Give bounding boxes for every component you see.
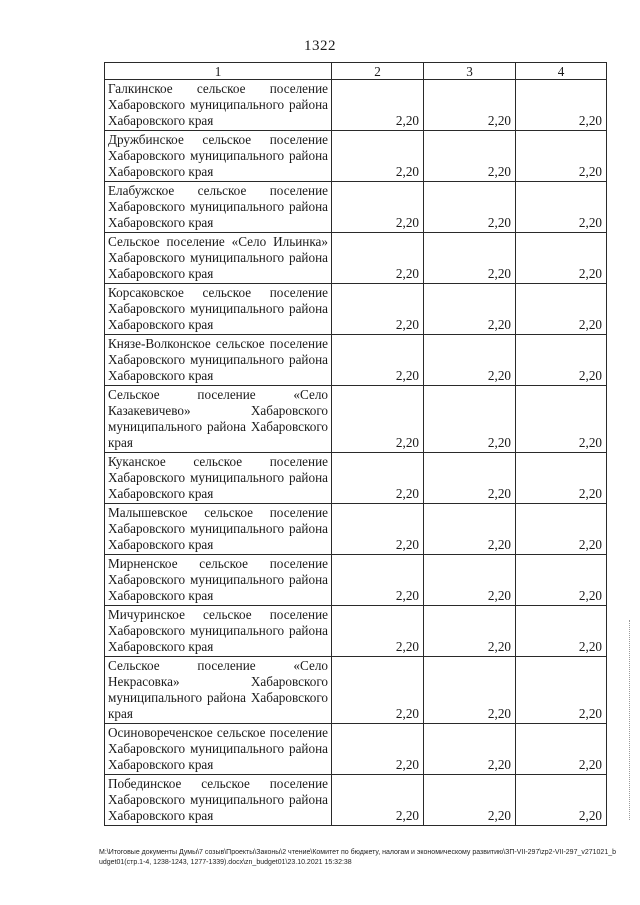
table-row xyxy=(105,775,607,826)
value-col-4: 2,20 xyxy=(516,284,607,335)
value-col-3: 2,20 xyxy=(424,504,516,555)
value-col-3: 2,20 xyxy=(424,724,516,775)
value-col-2: 2,20 xyxy=(332,775,424,826)
value-col-4: 2,20 xyxy=(516,80,607,131)
table-header-row xyxy=(105,63,607,80)
value-col-3: 2,20 xyxy=(424,555,516,606)
value-col-2: 2,20 xyxy=(332,233,424,284)
table-row xyxy=(105,657,607,724)
value-col-3: 2,20 xyxy=(424,233,516,284)
value-col-4: 2,20 xyxy=(516,724,607,775)
column-header-2: 2 xyxy=(332,63,424,80)
table-row xyxy=(105,453,607,504)
value-col-2: 2,20 xyxy=(332,284,424,335)
value-col-2: 2,20 xyxy=(332,555,424,606)
value-col-2: 2,20 xyxy=(332,131,424,182)
table-row xyxy=(105,284,607,335)
settlement-name: Сельское поселение «Село Ильинка» Хабаровского муниципального района Хабаровского края xyxy=(105,233,332,284)
budget-table xyxy=(104,62,607,826)
value-col-2: 2,20 xyxy=(332,335,424,386)
table-row xyxy=(105,386,607,453)
settlement-name: Сельское поселение «Село Казакевичево» Хабаровского муниципального района Хабаровского края xyxy=(105,386,332,453)
value-col-2: 2,20 xyxy=(332,504,424,555)
settlement-name: Сельское поселение «Село Некрасовка» Хабаровского муниципального района Хабаровского края xyxy=(105,657,332,724)
settlement-name: Побединское сельское поселение Хабаровского муниципального района Хабаровского края xyxy=(105,775,332,826)
value-col-2: 2,20 xyxy=(332,80,424,131)
settlement-name: Елабужское сельское поселение Хабаровского муниципального района Хабаровского края xyxy=(105,182,332,233)
value-col-3: 2,20 xyxy=(424,386,516,453)
value-col-4: 2,20 xyxy=(516,504,607,555)
value-col-3: 2,20 xyxy=(424,775,516,826)
value-col-4: 2,20 xyxy=(516,233,607,284)
value-col-3: 2,20 xyxy=(424,657,516,724)
value-col-4: 2,20 xyxy=(516,453,607,504)
settlement-name: Осиновореченское сельское поселение Хабаровского муниципального района Хабаровского края xyxy=(105,724,332,775)
settlement-name: Малышевское сельское поселение Хабаровского муниципального района Хабаровского края xyxy=(105,504,332,555)
table-row xyxy=(105,131,607,182)
column-header-1: 1 xyxy=(105,63,332,80)
settlement-name: Куканское сельское поселение Хабаровского муниципального района Хабаровского края xyxy=(105,453,332,504)
value-col-3: 2,20 xyxy=(424,606,516,657)
table-row xyxy=(105,335,607,386)
table-row xyxy=(105,80,607,131)
settlement-name: Князе-Волконское сельское поселение Хабаровского муниципального района Хабаровского края xyxy=(105,335,332,386)
settlement-name: Мирненское сельское поселение Хабаровского муниципального района Хабаровского края xyxy=(105,555,332,606)
value-col-3: 2,20 xyxy=(424,182,516,233)
value-col-3: 2,20 xyxy=(424,131,516,182)
table-row xyxy=(105,233,607,284)
page-number: 1322 xyxy=(304,38,336,54)
settlement-name: Дружбинское сельское поселение Хабаровского муниципального района Хабаровского края xyxy=(105,131,332,182)
document-path-footer: M:\Итоговые документы Думы\7 созыв\Проекты\Законы\2 чтение\Комитет по бюджету, налогам и экономическому развитию\ЗП-VII-297\zp2-VII-297_v271021_budget01(стр.1-4, 1238-1243, 1277-1339).docx\zn_budget01\23.10.2021 15:32:38 xyxy=(99,849,617,866)
value-col-4: 2,20 xyxy=(516,657,607,724)
table-body xyxy=(105,80,607,826)
table-row xyxy=(105,504,607,555)
settlement-name: Галкинское сельское поселение Хабаровского муниципального района Хабаровского края xyxy=(105,80,332,131)
value-col-4: 2,20 xyxy=(516,386,607,453)
column-header-3: 3 xyxy=(424,63,516,80)
value-col-3: 2,20 xyxy=(424,80,516,131)
margin-mark xyxy=(629,620,636,820)
value-col-4: 2,20 xyxy=(516,131,607,182)
table-row xyxy=(105,555,607,606)
settlement-name: Мичуринское сельское поселение Хабаровского муниципального района Хабаровского края xyxy=(105,606,332,657)
value-col-4: 2,20 xyxy=(516,775,607,826)
settlement-name: Корсаковское сельское поселение Хабаровского муниципального района Хабаровского края xyxy=(105,284,332,335)
value-col-2: 2,20 xyxy=(332,657,424,724)
value-col-2: 2,20 xyxy=(332,606,424,657)
value-col-2: 2,20 xyxy=(332,386,424,453)
table-row xyxy=(105,606,607,657)
value-col-4: 2,20 xyxy=(516,335,607,386)
column-header-4: 4 xyxy=(516,63,607,80)
value-col-2: 2,20 xyxy=(332,724,424,775)
value-col-4: 2,20 xyxy=(516,606,607,657)
table-row xyxy=(105,724,607,775)
value-col-2: 2,20 xyxy=(332,182,424,233)
value-col-3: 2,20 xyxy=(424,335,516,386)
value-col-3: 2,20 xyxy=(424,284,516,335)
value-col-2: 2,20 xyxy=(332,453,424,504)
table-row xyxy=(105,182,607,233)
value-col-3: 2,20 xyxy=(424,453,516,504)
value-col-4: 2,20 xyxy=(516,182,607,233)
value-col-4: 2,20 xyxy=(516,555,607,606)
